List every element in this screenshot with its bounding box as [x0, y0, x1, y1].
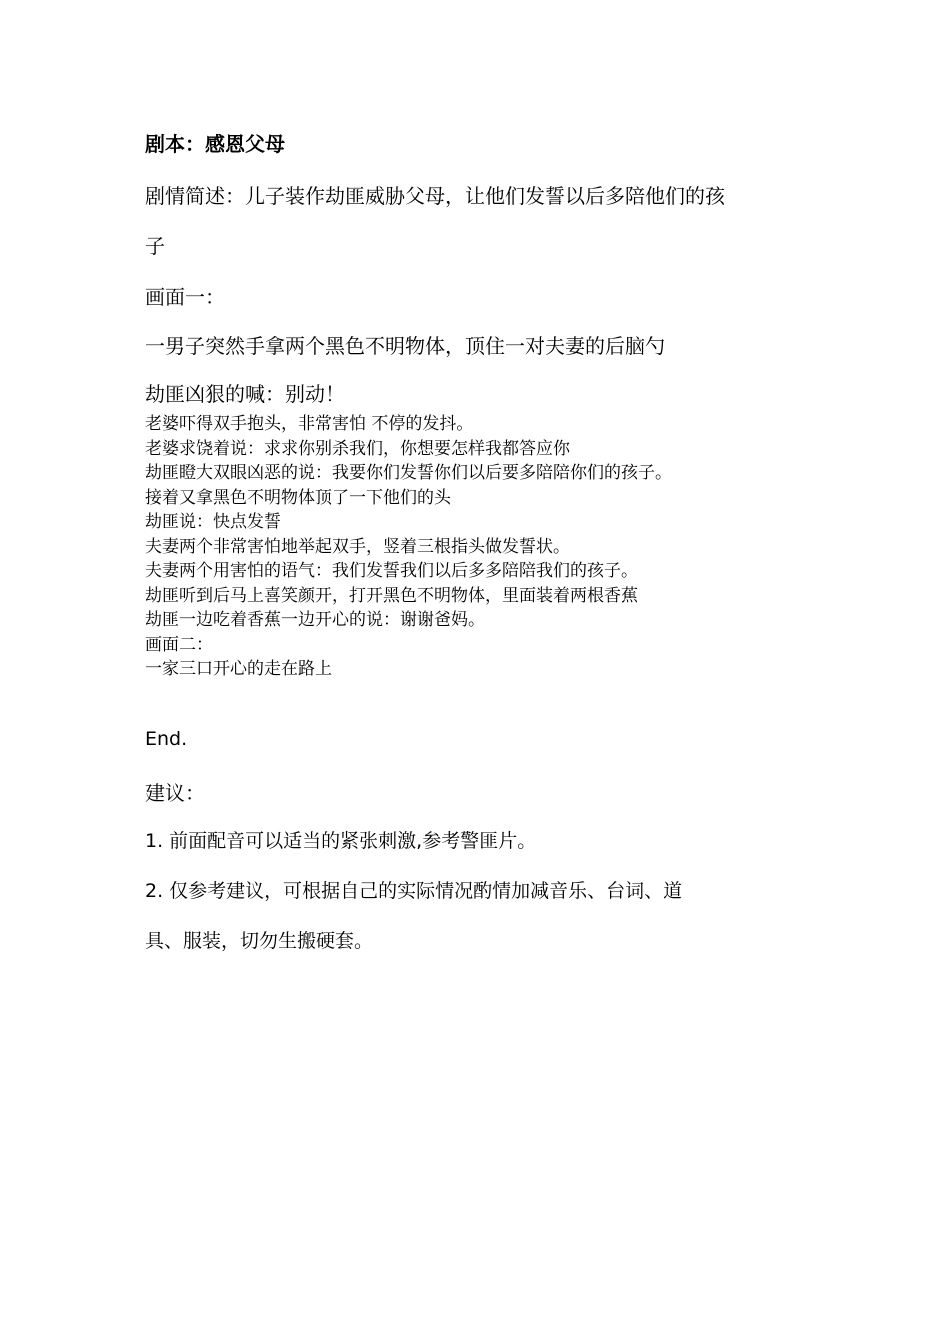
- scene2-heading: 画面二：: [145, 634, 213, 655]
- scene1-heading: 画面一：: [145, 285, 225, 309]
- suggestion-heading: 建议：: [145, 781, 205, 805]
- suggestion-1: 1. 前面配音可以适当的紧张刺激,参考警匪片。: [145, 830, 537, 852]
- suggestion-2-line-2: 具、服装，切勿生搬硬套。: [145, 930, 374, 952]
- dialogue-block: [145, 412, 672, 682]
- scene1-line-2: 劫匪凶狠的喊：别动！: [145, 382, 345, 406]
- dialogue-line: 夫妻两个非常害怕地举起双手，竖着三根指头做发誓状。: [145, 536, 570, 557]
- dialogue-line: 接着又拿黑色不明物体顶了一下他们的头: [145, 487, 451, 508]
- summary-line-2: 子: [145, 234, 165, 258]
- dialogue-line: 劫匪说：快点发誓: [145, 512, 281, 532]
- dialogue-line: 劫匪听到后马上喜笑颜开，打开黑色不明物体，里面装着两根香蕉: [145, 585, 638, 606]
- document-title: 剧本：感恩父母: [145, 132, 285, 156]
- end-marker: End.: [145, 728, 188, 750]
- dialogue-line: 老婆求饶着说：求求你别杀我们，你想要怎样我都答应你: [145, 438, 570, 459]
- dialogue-line: 夫妻两个用害怕的语气：我们发誓我们以后多多陪陪我们的孩子。: [145, 561, 638, 581]
- dialogue-line: 劫匪瞪大双眼凶恶的说：我要你们发誓你们以后要多陪陪你们的孩子。: [145, 463, 672, 483]
- suggestion-2-line-1: 2. 仅参考建议，可根据自己的实际情况酌情加减音乐、台词、道: [145, 880, 683, 902]
- scene1-line-1: 一男子突然手拿两个黑色不明物体，顶住一对夫妻的后脑勺: [145, 334, 665, 358]
- dialogue-line: 老婆吓得双手抱头，非常害怕 不停的发抖。: [145, 414, 474, 434]
- scene2-line: 一家三口开心的走在路上: [145, 659, 332, 679]
- dialogue-line: 劫匪一边吃着香蕉一边开心的说：谢谢爸妈。: [145, 610, 485, 630]
- summary-line-1: 剧情简述：儿子装作劫匪威胁父母，让他们发誓以后多陪他们的孩: [145, 184, 725, 208]
